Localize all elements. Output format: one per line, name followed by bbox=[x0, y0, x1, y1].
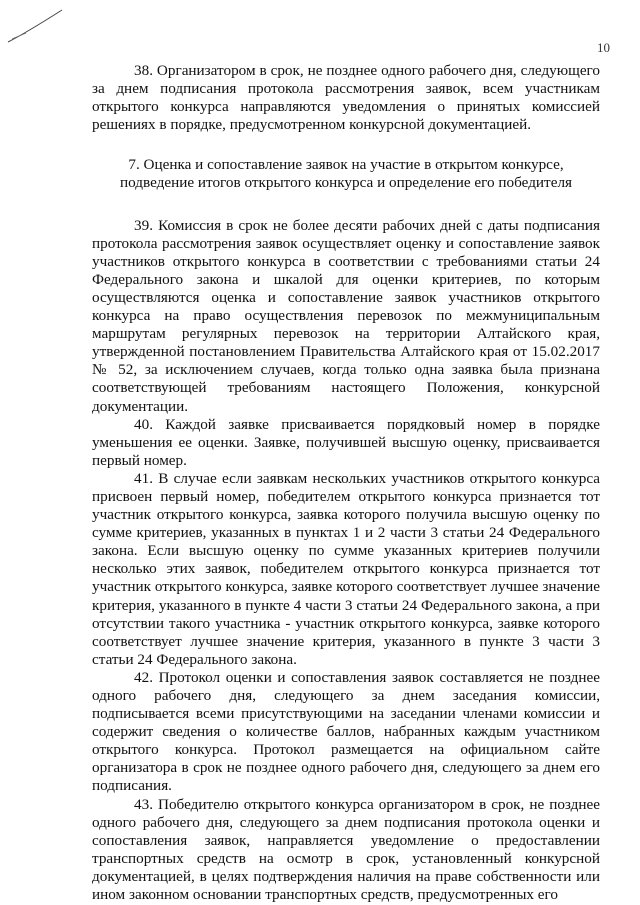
paragraph-43: 43. Победителю открытого конкурса организатором в срок, не позднее одного рабочего дня, следующего за днем подписания протокола оценки и сопоставления заявок, направляется уведомление о предоставлении транспортных средств на осмотр в срок, установленный конкурсной документацией, в целях подтверждения наличия на праве собственности или ином законном основании транспортных средств, предусмотренных его bbox=[92, 795, 600, 904]
paragraph-38: 38. Организатором в срок, не позднее одного рабочего дня, следующего за днем подписания протокола рассмотрения заявок, всем участникам открытого конкурса направляются уведомления о принятых комиссией решениях в порядке, предусмотренном конкурсной документацией. bbox=[92, 62, 600, 134]
page-number: 10 bbox=[597, 40, 610, 55]
paragraph-40: 40. Каждой заявке присваивается порядковый номер в порядке уменьшения ее оценки. Заявке, получившей высшую оценку, присваивается первый номер. bbox=[92, 415, 600, 469]
paragraph-39: 39. Комиссия в срок не более десяти рабочих дней с даты подписания протокола рассмотрения заявок осуществляет оценку и сопоставление заявок участников открытого конкурса в соответствии с требованиями статьи 24 Федерального закона и шкалой для оценки критериев, по которым осуществляются оценка и сопоставление заявок участников открытого конкурса на право осуществления перевозок по межмуниципальным маршрутам регулярных перевозок на территории Алтайского края, утвержденной постановлением Правительства Алтайского края от 15.02.2017 № 52, за исключением случаев, когда только одна заявка была признана соответствующей требованиям настоящего Положения, конкурсной документации. bbox=[92, 216, 600, 415]
pen-stroke-mark bbox=[6, 6, 66, 46]
paragraph-42: 42. Протокол оценки и сопоставления заявок составляется не позднее одного рабочего дня, следующего за днем заседания комиссии, подписывается всеми присутствующими на заседании членами комиссии и содержит сведения о количестве баллов, набранных каждым участником открытого конкурса. Протокол размещается на официальном сайте организатора в срок не позднее одного рабочего дня, следующего за днем его подписания. bbox=[92, 668, 600, 795]
section-heading-line-2: подведение итогов открытого конкурса и определение его победителя bbox=[119, 174, 573, 192]
document-body bbox=[92, 62, 600, 904]
paragraph-41: 41. В случае если заявкам нескольких участников открытого конкурса присвоен первый номер, победителем открытого конкурса признается тот участник открытого конкурса, заявка которого получила высшую оценку по сумме критериев, указанных в пунктах 1 и 2 части 3 статьи 24 Федерального закона. Если высшую оценку по сумме указанных критериев получили несколько этих заявок, победителем открытого конкурса признается тот участник открытого конкурса, заявке которого соответствует лучшее значение критерия, указанного в пункте 4 части 3 статьи 24 Федерального закона, а при отсутствии такого участника - участник открытого конкурса, заявке которого соответствует лучшее значение критерия, указанного в пункте 3 части 3 статьи 24 Федерального закона. bbox=[92, 469, 600, 668]
section-heading-line-1: 7. Оценка и сопоставление заявок на участие в открытом конкурсе, bbox=[128, 156, 564, 174]
section-heading bbox=[92, 156, 600, 192]
